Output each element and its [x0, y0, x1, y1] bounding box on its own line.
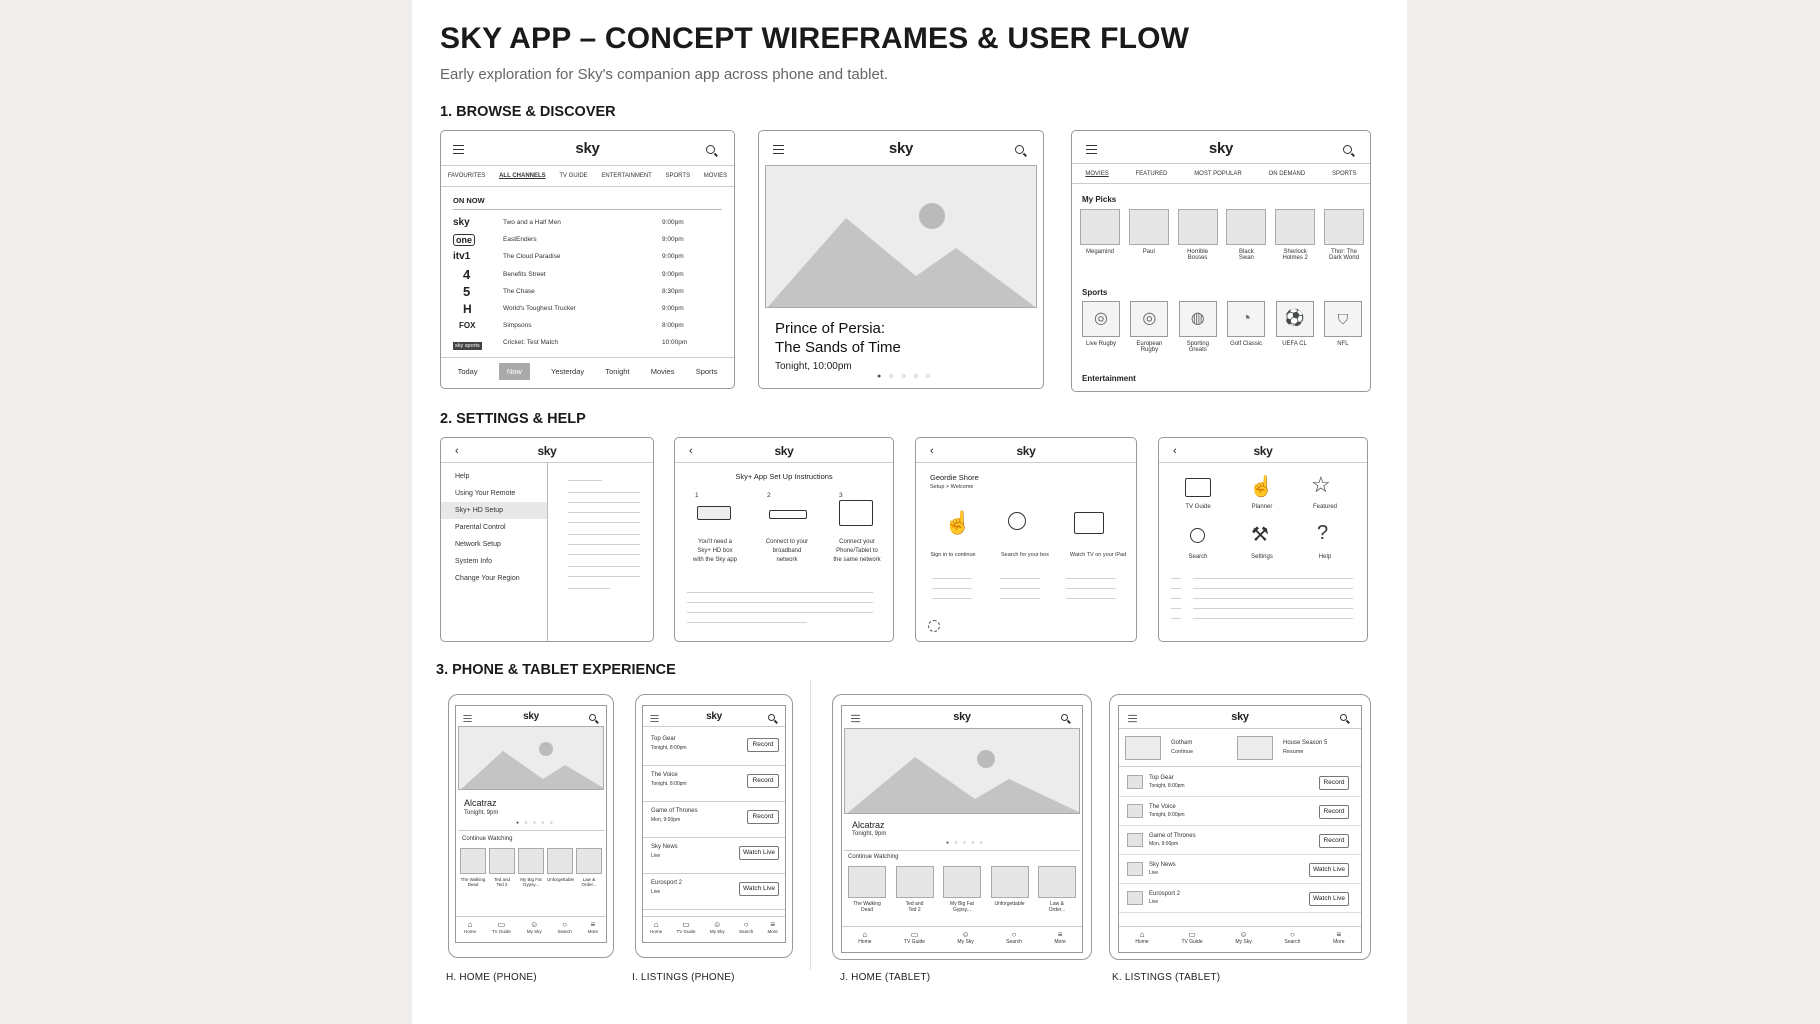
caption-home-phone: H. HOME (PHONE) — [446, 972, 537, 983]
setup-heading: Sky+ App Set Up Instructions — [735, 472, 833, 481]
filter-tonight[interactable]: Tonight — [605, 367, 630, 376]
watch-live-button[interactable]: Watch Live — [739, 882, 779, 896]
channel-tabs — [441, 173, 734, 179]
sports-heading: Sports — [1082, 288, 1108, 297]
carousel-dots[interactable]: ● ○ ○ ○ ○ — [877, 373, 933, 380]
help-question-icon[interactable]: ? — [1317, 522, 1329, 544]
football-icon: ⚽ — [1276, 301, 1314, 337]
listing-row: Sky News Live Watch Live — [643, 838, 785, 874]
icon-label: Featured — [1312, 504, 1337, 510]
sport-tile[interactable]: ◎ European Rugby — [1130, 301, 1168, 353]
more-icon: ≡ — [590, 920, 596, 929]
nav-tv-guide[interactable]: ▭ TV Guide — [676, 920, 696, 934]
watch-live-button[interactable]: Watch Live — [739, 846, 779, 860]
device-phone-home — [448, 694, 614, 958]
tv-screen-icon — [839, 500, 873, 526]
pick-tile[interactable]: Paul — [1129, 209, 1169, 261]
listing-list — [643, 730, 785, 910]
listing-list — [1119, 768, 1361, 913]
show-time: 9:00pm — [662, 253, 684, 261]
listing-row: The Voice Tonight, 8:00pm Record — [1119, 797, 1361, 826]
tab-tv-guide[interactable]: TV GUIDE — [559, 173, 588, 179]
bottom-nav — [643, 920, 785, 934]
listing-row: Top Gear Tonight, 8:00pm Record — [1119, 768, 1361, 797]
bottom-nav — [1119, 930, 1361, 945]
show-title: Two and a Half Men — [503, 219, 561, 227]
hero-time: Tonight, 9pm — [464, 810, 499, 816]
pick-tile[interactable]: Horrible Bosses — [1178, 209, 1218, 261]
tab-favourites[interactable]: FAVOURITES — [447, 173, 486, 179]
channel-row[interactable] — [453, 231, 722, 248]
record-button[interactable]: Record — [1319, 805, 1349, 819]
continue-tile[interactable]: Unforgettable — [547, 848, 573, 887]
welcome-title: Geordie Shore — [930, 473, 979, 482]
nav-more[interactable]: ≡ More — [587, 920, 598, 934]
listing-row: The Voice Tonight, 8:00pm Record — [643, 766, 785, 802]
thumbnail-placeholder[interactable] — [1237, 736, 1273, 760]
menu-item-region[interactable]: Change Your Region — [455, 575, 520, 582]
show-title: World's Toughest Trucker — [503, 305, 576, 313]
nav-my-sky[interactable]: ☺ My Sky — [709, 920, 725, 934]
menu-item-system-info[interactable]: System Info — [455, 558, 492, 565]
hero-title: Alcatraz — [464, 798, 497, 808]
search-icon[interactable] — [1061, 714, 1068, 721]
show-title: Cricket: Test Match — [503, 339, 559, 347]
channel-row[interactable] — [453, 300, 722, 317]
tab-movies[interactable]: MOVIES — [703, 173, 728, 179]
nav-my-sky[interactable]: ☺ My Sky — [1235, 930, 1252, 945]
menu-item-sky-hd-setup[interactable]: Sky+ HD Setup — [441, 502, 547, 519]
wrench-icon[interactable]: ⚒ — [1251, 524, 1269, 546]
show-time: 9:00pm — [662, 236, 684, 244]
tab-sports[interactable]: SPORTS — [665, 173, 691, 179]
continue-title: Gotham — [1171, 740, 1193, 746]
channel-logo: H — [463, 301, 472, 316]
hand-icon: ☝ — [944, 510, 972, 535]
nav-search[interactable]: ○ Search — [1284, 930, 1301, 945]
search-icon[interactable] — [1190, 528, 1205, 543]
filter-now[interactable]: Now — [499, 363, 530, 380]
section-devices-heading: 3. PHONE & TABLET EXPERIENCE — [436, 662, 676, 678]
show-time: 9:00pm — [662, 219, 684, 227]
continue-watching-heading: Continue Watching — [462, 836, 513, 842]
continue-watching-heading: Continue Watching — [848, 854, 899, 860]
sky-logo: sky — [523, 711, 539, 722]
option-sign-in[interactable]: Sign in to continue — [930, 552, 976, 558]
nav-home[interactable]: ⌂ Home — [1135, 930, 1149, 945]
ball-icon: ◍ — [1179, 301, 1217, 337]
more-icon: ≡ — [1057, 930, 1063, 939]
filter-movies[interactable]: Movies — [650, 367, 675, 376]
sky-box-icon — [697, 506, 731, 520]
record-button[interactable]: Record — [747, 810, 779, 824]
tablet-screen — [841, 705, 1083, 953]
device-tablet-home — [832, 694, 1092, 960]
caption-listings-phone: I. LISTINGS (PHONE) — [632, 972, 735, 983]
sky-logo: sky — [888, 140, 914, 157]
day-filter — [447, 363, 728, 380]
record-button[interactable]: Record — [1319, 776, 1349, 790]
search-icon: ○ — [1290, 930, 1295, 939]
nav-more[interactable]: ≡ More — [1333, 930, 1345, 945]
menu-item-parental[interactable]: Parental Control — [455, 524, 506, 531]
search-icon[interactable] — [1340, 714, 1347, 721]
hero-time: Tonight, 10:00pm — [775, 361, 852, 372]
continue-tile[interactable]: The Walking Dead — [460, 848, 486, 887]
channel-row[interactable] — [453, 317, 722, 334]
channel-logo: FOX — [459, 321, 476, 331]
pick-tile[interactable]: Black Swan — [1226, 209, 1266, 261]
hero-image-placeholder[interactable] — [765, 165, 1037, 308]
hero-title: Alcatraz — [852, 820, 885, 830]
option-search-box[interactable]: Search for your box — [1001, 552, 1049, 558]
filter-today[interactable]: Today — [457, 367, 478, 376]
sky-logo: sky — [774, 444, 794, 458]
channel-row[interactable] — [453, 266, 722, 283]
router-icon — [769, 510, 807, 519]
nav-more[interactable]: ≡ More — [767, 920, 778, 934]
page-title: SKY APP – CONCEPT WIREFRAMES & USER FLOW — [440, 22, 1190, 55]
pick-tile[interactable]: Sherlock Holmes 2 — [1275, 209, 1315, 261]
step-description: Connect your Phone/Tablet to the same network — [833, 539, 881, 563]
record-button[interactable]: Record — [747, 774, 779, 788]
show-time: 9:00pm — [662, 270, 684, 278]
entertainment-heading: Entertainment — [1082, 374, 1136, 383]
nfl-shield-icon: ⛉ — [1324, 301, 1362, 337]
show-title: Benefits Street — [503, 270, 546, 278]
channel-logo: 4 — [463, 266, 471, 282]
golf-ball-icon: ◔ — [1227, 301, 1265, 337]
search-icon[interactable] — [1343, 145, 1352, 154]
user-icon: ☺ — [961, 930, 970, 939]
show-time: 9:00pm — [662, 305, 684, 313]
frame-welcome — [915, 437, 1137, 642]
frame-setup-instructions — [674, 437, 894, 642]
section-browse-heading: 1. BROWSE & DISCOVER — [440, 104, 616, 120]
show-title: The Cloud Paradise — [503, 253, 561, 261]
channel-logo: itv1 — [453, 251, 471, 263]
back-icon[interactable]: ‹ — [455, 445, 459, 457]
channel-logo: sky — [453, 217, 470, 229]
listing-row: Sky News Live Watch Live — [1119, 855, 1361, 884]
my-picks-row — [1080, 209, 1364, 261]
sky-logo: sky — [537, 444, 557, 458]
user-icon: ☺ — [530, 920, 539, 929]
sky-logo: sky — [1208, 140, 1234, 157]
bottom-nav — [456, 920, 606, 934]
filter-sports[interactable]: Sports — [695, 367, 718, 376]
nav-more[interactable]: ≡ More — [1054, 930, 1066, 945]
image-placeholder-icon — [766, 166, 1037, 308]
home-icon: ⌂ — [467, 920, 473, 929]
icon-label: Planner — [1251, 504, 1273, 510]
listing-row: Game of Thrones Mon, 9:00pm Record — [1119, 826, 1361, 855]
icon-label: Search — [1188, 554, 1208, 560]
sport-tile[interactable]: ⛉ NFL — [1324, 301, 1362, 353]
option-watch-ipad[interactable]: Watch TV on your iPad — [1069, 552, 1127, 558]
sport-tile[interactable]: ◍ Sporting Greats — [1179, 301, 1217, 353]
pick-tile[interactable]: Megamind — [1080, 209, 1120, 261]
continue-tile[interactable]: Unforgettable — [991, 866, 1029, 913]
wireframe-sheet — [412, 0, 1407, 1024]
step-number: 3 — [839, 492, 843, 499]
more-icon: ≡ — [1336, 930, 1342, 939]
record-button[interactable]: Record — [747, 738, 779, 752]
home-icon: ⌂ — [653, 920, 659, 929]
show-title: The Chase — [503, 287, 535, 295]
back-icon[interactable]: ‹ — [930, 445, 934, 457]
frame-featured — [758, 130, 1044, 389]
loading-spinner-icon — [928, 620, 940, 632]
channel-logo: sky sports — [455, 342, 480, 349]
listing-row: Eurosport 2 Live Watch Live — [1119, 884, 1361, 913]
tablet-screen — [1118, 705, 1362, 953]
frame-help-menu — [440, 437, 654, 642]
record-button[interactable]: Record — [1319, 834, 1349, 848]
menu-item-remote[interactable]: Using Your Remote — [455, 490, 516, 497]
back-icon[interactable]: ‹ — [689, 445, 693, 457]
continue-title: House Season 5 — [1283, 740, 1328, 746]
carousel-dots[interactable]: ● ○ ○ ○ ○ — [516, 820, 555, 826]
tab-most-popular[interactable]: MOST POPULAR — [1194, 171, 1242, 177]
listing-row: Top Gear Tonight, 8:00pm Record — [643, 730, 785, 766]
continue-tile[interactable]: Law & Order... — [1038, 866, 1076, 913]
user-icon: ☺ — [1239, 930, 1248, 939]
tab-entertainment[interactable]: ENTERTAINMENT — [601, 173, 652, 179]
phone-screen — [642, 705, 786, 943]
hero-image-placeholder[interactable] — [458, 726, 604, 790]
tab-on-demand[interactable]: ON DEMAND — [1268, 171, 1306, 177]
sport-tile[interactable]: ⚽ UEFA CL — [1276, 301, 1314, 353]
divider — [810, 680, 811, 970]
continue-tile[interactable]: My Big Fat Gypsy... — [518, 848, 544, 887]
continue-tile[interactable]: Ted and Ted 2 — [489, 848, 515, 887]
caption-home-tablet: J. HOME (TABLET) — [840, 972, 931, 983]
rugby-ball-icon: ◎ — [1130, 301, 1168, 337]
step-description: Connect to your broadband network — [765, 539, 809, 563]
show-time: 10:00pm — [662, 339, 688, 347]
listing-row: Game of Thrones Mon, 9:00pm Record — [643, 802, 785, 838]
continue-status: Resume — [1283, 749, 1304, 755]
hero-title: Prince of Persia: The Sands of Time — [775, 320, 901, 356]
search-icon — [1008, 512, 1026, 530]
page-subtitle: Early exploration for Sky's companion app across phone and tablet. — [440, 66, 889, 83]
section-settings-heading: 2. SETTINGS & HELP — [440, 411, 586, 427]
tab-sports[interactable]: SPORTS — [1332, 171, 1357, 177]
search-icon[interactable] — [1015, 145, 1024, 154]
nav-tv-guide[interactable]: ▭ TV Guide — [491, 920, 511, 934]
home-icon: ⌂ — [1139, 930, 1145, 939]
nav-search[interactable]: ○ Search — [738, 920, 754, 934]
watch-live-button[interactable]: Watch Live — [1309, 863, 1349, 877]
back-icon[interactable]: ‹ — [1173, 445, 1177, 457]
breadcrumb: Setup > Welcome — [930, 484, 974, 490]
tv-icon: ▭ — [1188, 930, 1196, 939]
continue-tile[interactable]: The Walking Dead — [848, 866, 886, 913]
nav-search[interactable]: ○ Search — [557, 920, 572, 934]
rugby-ball-icon: ◎ — [1082, 301, 1120, 337]
search-icon: ○ — [562, 920, 568, 929]
filter-yesterday[interactable]: Yesterday — [551, 367, 585, 376]
channel-logo: one — [453, 235, 503, 245]
channel-row[interactable] — [453, 214, 722, 231]
sports-row — [1082, 301, 1362, 353]
search-icon: ○ — [743, 920, 749, 929]
frame-icon-menu — [1158, 437, 1368, 642]
show-title: EastEnders — [503, 236, 537, 244]
star-icon[interactable]: ☆ — [1311, 472, 1331, 497]
search-icon[interactable] — [589, 714, 596, 721]
channel-row[interactable] — [453, 283, 722, 300]
tab-movies[interactable]: MOVIES — [1085, 171, 1109, 177]
show-time: 8:00pm — [662, 322, 684, 330]
nav-home[interactable]: ⌂ Home — [858, 930, 872, 945]
icon-label: TV Guide — [1185, 504, 1211, 510]
my-picks-heading: My Picks — [1082, 195, 1117, 204]
channel-row[interactable] — [453, 334, 722, 351]
sky-logo: sky — [1231, 711, 1249, 723]
channel-list — [453, 214, 722, 352]
nav-home[interactable]: ⌂ Home — [650, 920, 663, 934]
thumbnail-placeholder[interactable] — [1125, 736, 1161, 760]
step-number: 1 — [695, 492, 699, 499]
listing-row: Eurosport 2 Live Watch Live — [643, 874, 785, 910]
settings-menu — [441, 468, 547, 587]
sport-tile[interactable]: ◔ Golf Classic — [1227, 301, 1265, 353]
menu-item-help[interactable]: Help — [455, 473, 470, 480]
watch-live-button[interactable]: Watch Live — [1309, 892, 1349, 906]
search-icon: ○ — [1011, 930, 1017, 939]
device-phone-listings — [635, 694, 793, 958]
tv-icon: ▭ — [682, 920, 690, 929]
continue-watching-row — [460, 848, 602, 887]
menu-item-network[interactable]: Network Setup — [455, 541, 501, 548]
nav-search[interactable]: ○ Search — [1006, 930, 1023, 945]
sky-logo: sky — [1016, 444, 1036, 458]
home-icon: ⌂ — [862, 930, 868, 939]
show-time: 8:30pm — [662, 287, 684, 295]
tv-icon: ▭ — [910, 930, 919, 939]
pick-tile[interactable]: Thor: The Dark World — [1324, 209, 1364, 261]
sport-tile[interactable]: ◎ Live Rugby — [1082, 301, 1120, 353]
tv-screen-icon — [1074, 512, 1104, 534]
continue-tile[interactable]: My Big Fat Gypsy... — [943, 866, 981, 913]
frame-movies — [1071, 130, 1371, 392]
on-now-heading: ON NOW — [453, 196, 485, 205]
bottom-nav — [842, 930, 1082, 945]
sky-logo: sky — [953, 711, 971, 723]
continue-watching-row — [848, 866, 1076, 913]
sky-logo: sky — [706, 711, 722, 722]
continue-status: Continue — [1171, 749, 1194, 755]
channel-row[interactable] — [453, 248, 722, 265]
channel-logo: 5 — [463, 283, 471, 299]
icon-label: Help — [1318, 554, 1332, 560]
tab-all-channels[interactable]: ALL CHANNELS — [499, 173, 546, 179]
show-title: Simpsons — [503, 322, 532, 330]
frame-on-now — [440, 130, 735, 389]
nav-my-sky[interactable]: ☺ My Sky — [957, 930, 974, 945]
caption-listings-tablet: K. LISTINGS (TABLET) — [1112, 972, 1221, 983]
tv-guide-icon[interactable] — [1185, 478, 1211, 497]
sky-logo: sky — [575, 140, 600, 157]
carousel-dots[interactable]: ● ○ ○ ○ ○ — [946, 840, 985, 846]
continue-tile[interactable]: Law & Order... — [576, 848, 602, 887]
sky-logo: sky — [1253, 444, 1273, 458]
nav-tv-guide[interactable]: ▭ TV Guide — [903, 930, 926, 945]
tab-featured[interactable]: FEATURED — [1135, 171, 1168, 177]
planner-icon[interactable]: ☝ — [1249, 476, 1274, 498]
nav-my-sky[interactable]: ☺ My Sky — [526, 920, 542, 934]
step-number: 2 — [767, 492, 771, 499]
nav-tv-guide[interactable]: ▭ TV Guide — [1181, 930, 1203, 945]
category-tabs — [1072, 171, 1370, 177]
user-icon: ☺ — [713, 920, 722, 929]
search-icon[interactable] — [768, 714, 775, 721]
nav-home[interactable]: ⌂ Home — [463, 920, 476, 934]
hero-image-placeholder[interactable] — [844, 728, 1080, 814]
search-icon[interactable] — [706, 145, 715, 154]
phone-screen — [455, 705, 607, 943]
hero-time: Tonight, 9pm — [852, 831, 887, 837]
tv-icon: ▭ — [497, 920, 506, 929]
continue-tile[interactable]: Ted and Ted 2 — [896, 866, 934, 913]
more-icon: ≡ — [770, 920, 775, 929]
step-description: You'll need a Sky+ HD box with the Sky app — [692, 539, 738, 563]
device-tablet-listings — [1109, 694, 1371, 960]
icon-label: Settings — [1251, 554, 1273, 560]
